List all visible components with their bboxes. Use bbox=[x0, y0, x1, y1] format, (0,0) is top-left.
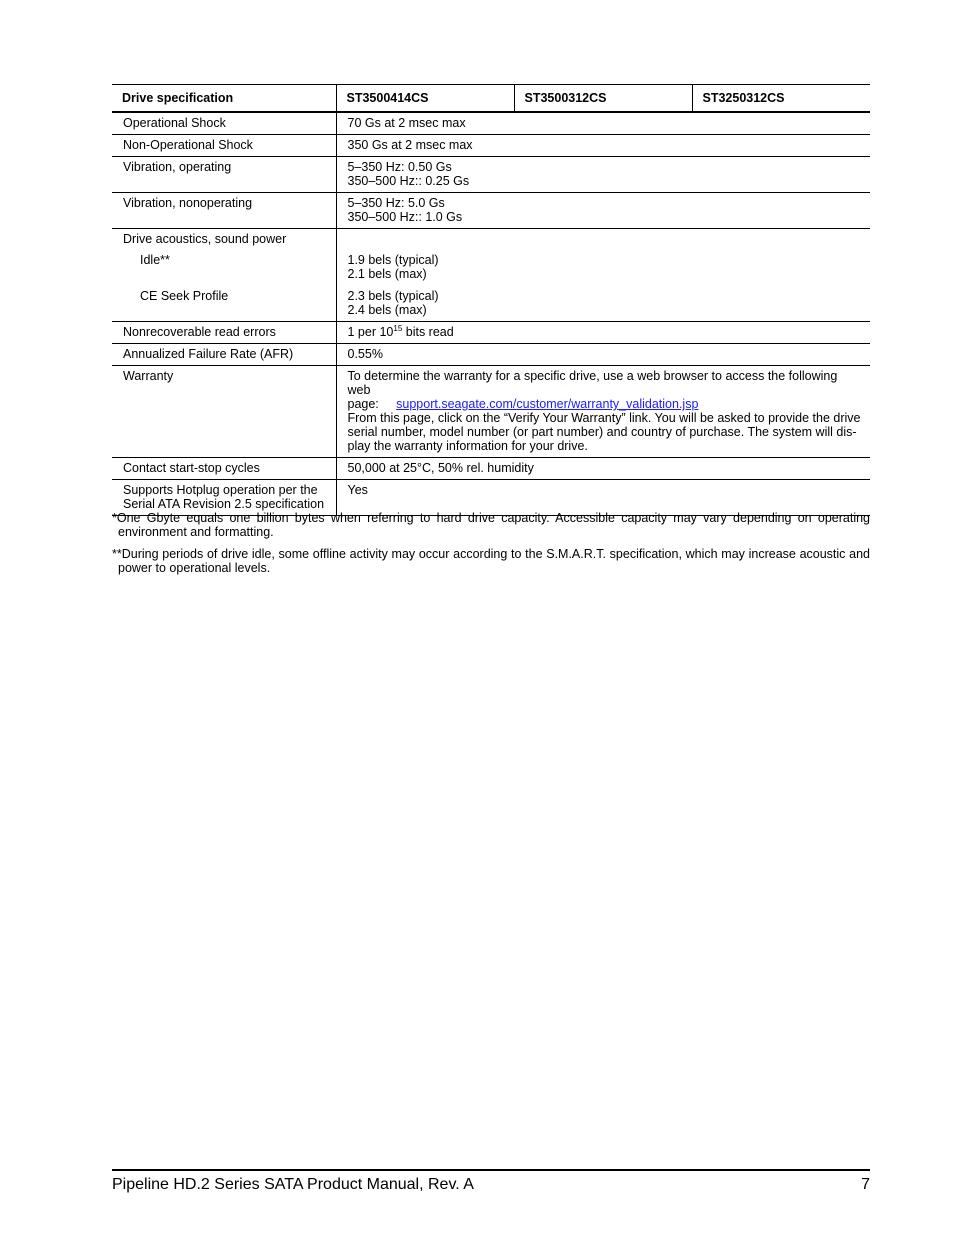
header-drive-specification: Drive specification bbox=[112, 85, 336, 113]
header-st3500312cs: ST3500312CS bbox=[514, 85, 692, 113]
row-value: 70 Gs at 2 msec max bbox=[336, 112, 870, 135]
table-row bbox=[112, 344, 870, 366]
label-line: Serial ATA Revision 2.5 specification bbox=[123, 497, 325, 511]
row-value: 50,000 at 25°C, 50% rel. humidity bbox=[336, 458, 870, 480]
warranty-validation-link[interactable]: support.seagate.com/customer/warranty_validation.jsp bbox=[396, 397, 699, 411]
value-prefix: 1 per 10 bbox=[347, 325, 394, 339]
row-value: 350 Gs at 2 msec max bbox=[336, 135, 870, 157]
drive-spec-table bbox=[112, 84, 870, 516]
value-line: 5–350 Hz: 0.50 Gs bbox=[347, 160, 452, 174]
page-number: 7 bbox=[861, 1176, 870, 1193]
warranty-line: serial number, model number (or part number) and country of purchase. The system will dis- bbox=[347, 425, 857, 439]
label-line: Supports Hotplug operation per the bbox=[123, 483, 318, 497]
row-label: Vibration, nonoperating bbox=[112, 193, 336, 229]
table-row bbox=[112, 366, 870, 458]
ce-seek-label: CE Seek Profile bbox=[140, 289, 229, 303]
footer-divider bbox=[112, 1169, 870, 1171]
warranty-line: From this page, click on the “Verify Your Warranty” link. You will be asked to provide the drive bbox=[347, 411, 861, 425]
header-st3500414cs: ST3500414CS bbox=[336, 85, 514, 113]
row-value: 0.55% bbox=[336, 344, 870, 366]
value-line: 2.3 bels (typical) bbox=[347, 289, 439, 303]
row-value bbox=[336, 193, 870, 229]
table-row bbox=[112, 193, 870, 229]
value-line: 2.1 bels (max) bbox=[347, 267, 427, 281]
table-row bbox=[112, 112, 870, 135]
row-label bbox=[112, 229, 336, 322]
acoustics-label: Drive acoustics, sound power bbox=[123, 232, 287, 246]
header-st3250312cs: ST3250312CS bbox=[692, 85, 870, 113]
table-header-row bbox=[112, 85, 870, 113]
row-label: Warranty bbox=[112, 366, 336, 458]
value-exponent: 15 bbox=[393, 324, 403, 333]
row-value bbox=[336, 157, 870, 193]
warranty-line: play the warranty information for your drive. bbox=[347, 439, 588, 453]
value-line: 2.4 bels (max) bbox=[347, 303, 427, 317]
value-line: 1.9 bels (typical) bbox=[347, 253, 439, 267]
footnote-gbyte: *One Gbyte equals one billion bytes when referring to hard drive capacity. Accessible capacity may vary depending on operating environment and formatting. bbox=[112, 511, 870, 539]
row-label: Annualized Failure Rate (AFR) bbox=[112, 344, 336, 366]
row-label: Contact start-stop cycles bbox=[112, 458, 336, 480]
row-label: Vibration, operating bbox=[112, 157, 336, 193]
warranty-page-label: page: bbox=[347, 397, 379, 411]
idle-label: Idle** bbox=[140, 253, 170, 267]
row-value bbox=[336, 366, 870, 458]
footer-title: Pipeline HD.2 Series SATA Product Manual, Rev. A bbox=[112, 1176, 474, 1193]
row-label: Non-Operational Shock bbox=[112, 135, 336, 157]
value-suffix: bits read bbox=[402, 325, 454, 339]
row-label: Nonrecoverable read errors bbox=[112, 322, 336, 344]
value-line: 350–500 Hz:: 1.0 Gs bbox=[347, 210, 463, 224]
table-row bbox=[112, 322, 870, 344]
row-value bbox=[336, 322, 870, 344]
warranty-line: To determine the warranty for a specific drive, use a web browser to access the following web bbox=[347, 369, 838, 397]
table-row bbox=[112, 458, 870, 480]
row-label: Operational Shock bbox=[112, 112, 336, 135]
row-value: Yes bbox=[336, 480, 870, 516]
footnote-idle: **During periods of drive idle, some offline activity may occur according to the S.M.A.R.T. specification, which may increase acoustic and power to operational levels. bbox=[112, 547, 870, 575]
table-row bbox=[112, 157, 870, 193]
value-line: 5–350 Hz: 5.0 Gs bbox=[347, 196, 445, 210]
table-row bbox=[112, 229, 870, 322]
value-line: 350–500 Hz:: 0.25 Gs bbox=[347, 174, 470, 188]
table-row bbox=[112, 135, 870, 157]
row-value bbox=[336, 229, 870, 322]
